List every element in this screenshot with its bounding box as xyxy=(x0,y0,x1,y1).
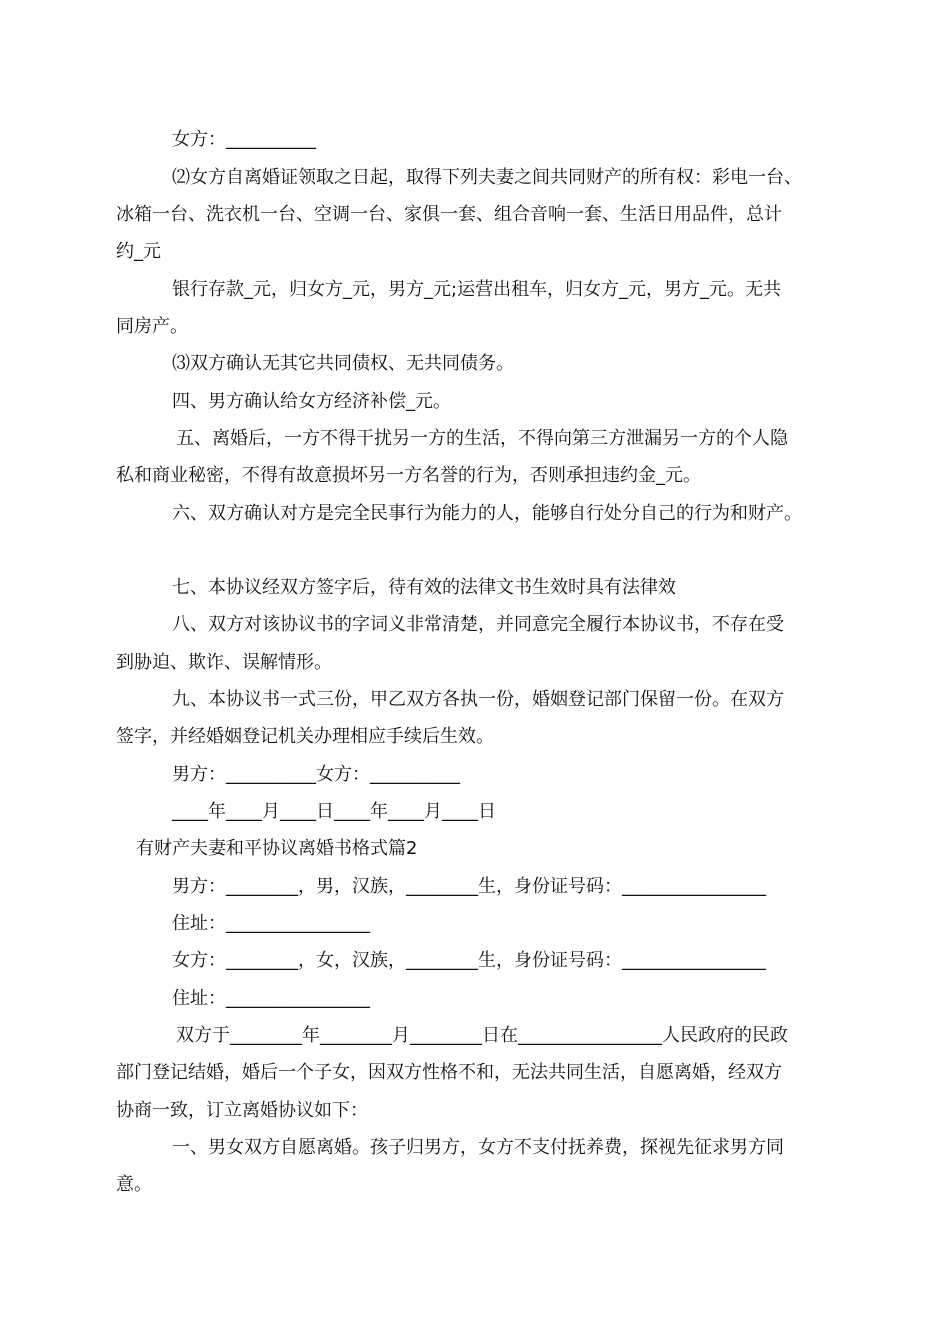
text-line: 到胁迫、欺诈、误解情形。 xyxy=(116,652,332,673)
text-line: 双方于________年________月________日在________________人民政府的民政 xyxy=(176,1025,788,1046)
text-line: 部门登记结婚，婚后一个子女，因双方性格不和，无法共同生活，自愿离婚，经双方 xyxy=(116,1062,782,1083)
text-line: ⑶双方确认无其它共同债权、无共同债务。 xyxy=(172,353,514,374)
text-line: 协商一致，订立离婚协议如下： xyxy=(116,1100,368,1121)
text-line: 女方：__________ xyxy=(172,129,316,150)
text-line: 女方：________，女，汉族，________生，身份证号码：________________ xyxy=(172,950,766,971)
text-line: 七、本协议经双方签字后，待有效的法律文书生效时具有法律效 xyxy=(172,577,676,598)
text-line: 冰箱一台、洗衣机一台、空调一台、家俱一套、组合音响一套、生活日用品件，总计 xyxy=(116,204,782,225)
signature-line: 男方：__________女方：__________ xyxy=(172,764,460,785)
text-line: 男方：________，男，汉族，________生，身份证号码：________________ xyxy=(172,876,766,897)
text-line: 约_元 xyxy=(116,241,161,262)
text-line: 四、男方确认给女方经济补偿_元。 xyxy=(172,391,451,412)
text-line: 同房产。 xyxy=(116,316,188,337)
text-line: 一、男女双方自愿离婚。孩子归男方，女方不支付抚养费，探视先征求男方同 xyxy=(172,1137,784,1158)
text-line: 五、离婚后，一方不得干扰另一方的生活，不得向第三方泄漏另一方的个人隐 xyxy=(176,428,788,449)
text-line: 九、本协议书一式三份，甲乙双方各执一份，婚姻登记部门保留一份。在双方 xyxy=(172,689,784,710)
text-line: 六、双方确认对方是完全民事行为能力的人，能够自行处分自己的行为和财产。 xyxy=(172,503,802,524)
text-line: 意。 xyxy=(116,1174,152,1195)
text-line: 签字，并经婚姻登记机关办理相应手续后生效。 xyxy=(116,726,494,747)
text-line: 住址：________________ xyxy=(172,913,370,934)
text-line: 八、双方对该协议书的字词义非常清楚，并同意完全履行本协议书，不存在受 xyxy=(172,614,784,635)
text-line: 银行存款_元，归女方_元，男方_元;运营出租车，归女方_元，男方_元。无共 xyxy=(172,279,782,300)
text-line: 住址：________________ xyxy=(172,988,370,1009)
text-line: ⑵女方自离婚证领取之日起，取得下列夫妻之间共同财产的所有权：彩电一台、 xyxy=(172,167,802,188)
text-line: 私和商业秘密，不得有故意损坏另一方名誉的行为，否则承担违约金_元。 xyxy=(116,465,701,486)
section-title: 有财产夫妻和平协议离婚书格式篇2 xyxy=(136,838,418,859)
date-line: ____年____月____日____年____月____日 xyxy=(172,801,496,822)
